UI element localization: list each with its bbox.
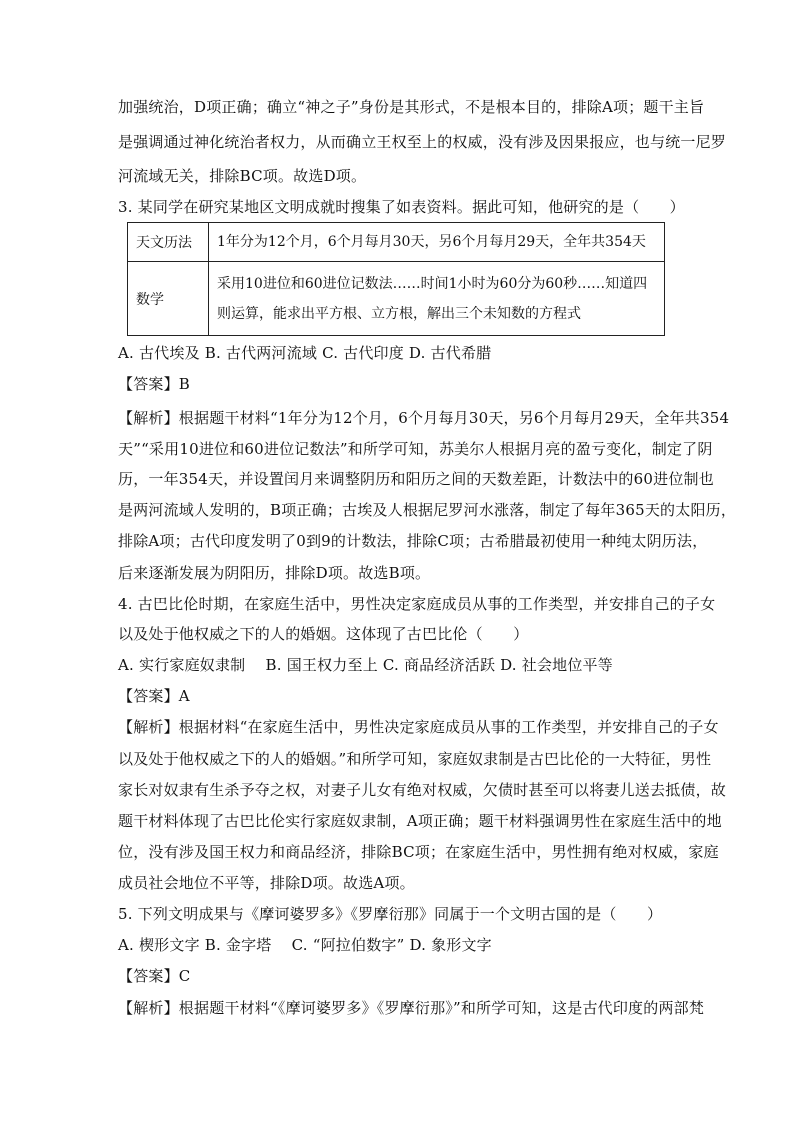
text-line: 排除A项；古代印度发明了0到9的计数法，排除C项；古希腊最初使用一种纯太阴历法， [118, 532, 708, 550]
text-line: 【解析】根据题干材料“《摩诃婆罗多》《罗摩衍那》”和所学可知，这是古代印度的两部梵 [118, 999, 705, 1017]
table-cell-text: 则运算，能求出平方根、立方根，解出三个未知数的方程式 [217, 305, 581, 322]
question-4-stem: 以及处于他权威之下的人的婚姻。这体现了古巴比伦（ ） [118, 625, 529, 643]
question-3-stem: 3. 某同学在研究某地区文明成就时搜集了如表资料。据此可知，他研究的是（ ） [118, 198, 685, 216]
text-line: 以及处于他权威之下的人的婚姻。”和所学可知，家庭奴隶制是古巴比伦的一大特征，男性 [118, 750, 712, 768]
table-row [128, 262, 665, 336]
data-table [127, 222, 665, 336]
table-cell-text: 采用10进位和60进位记数法……时间1小时为60分为60秒……知道四 [217, 275, 648, 292]
text-line: 【解析】根据材料“在家庭生活中，男性决定家庭成员从事的工作类型，并安排自己的子女 [118, 718, 719, 736]
text-line: 后来逐渐发展为阴阳历，排除D项。故选B项。 [118, 564, 431, 582]
table-row [128, 223, 665, 262]
table-content-cell [209, 262, 665, 336]
table-content-cell [209, 223, 665, 262]
text-line: 加强统治，D项正确；确立“神之子”身份是其形式，不是根本目的，排除A项；题干主旨 [118, 98, 705, 116]
text-line: 天”“采用10进位和60进位记数法”和所学可知，苏美尔人根据月亮的盈亏变化，制定了阴 [118, 440, 713, 458]
text-line: 题干材料体现了古巴比伦实行家庭奴隶制，A项正确；题干材料强调男性在家庭生活中的地 [118, 812, 722, 830]
question-3-options: A. 古代埃及 B. 古代两河流域 C. 古代印度 D. 古代希腊 [118, 344, 492, 362]
table-header-cell: 数学 [128, 262, 209, 336]
text-line: 【解析】根据题干材料“1年分为12个月，6个月每月30天，另6个月每月29天，全年共354 [118, 409, 730, 427]
text-line: 是强调通过神化统治者权力，从而确立王权至上的权威，没有涉及因果报应，也与统一尼罗 [118, 133, 727, 151]
question-5-options: A. 楔形文字 B. 金字塔 C. “阿拉伯数字” D. 象形文字 [118, 936, 492, 954]
text-line: 历，一年354天，并设置闰月来调整阴历和阳历之间的天数差距，计数法中的60进位制也 [118, 470, 714, 488]
table-header-cell: 天文历法 [128, 223, 209, 262]
text-line: 家长对奴隶有生杀予夺之权，对妻子儿女有绝对权威，欠债时甚至可以将妻儿送去抵债，故 [118, 781, 727, 799]
text-line: 位，没有涉及国王权力和商品经济，排除BC项；在家庭生活中，男性拥有绝对权威，家庭 [118, 843, 719, 861]
text-line: 是两河流域人发明的，B项正确；古埃及人根据尼罗河水涨落，制定了每年365天的太阳历， [118, 501, 737, 519]
question-4-answer: 【答案】A [118, 687, 190, 705]
text-line: 河流域无关，排除BC项。故选D项。 [118, 167, 367, 185]
table-cell-text: 1年分为12个月，6个月每月30天，另6个月每月29天，全年共354天 [217, 234, 646, 250]
question-4-options: A. 实行家庭奴隶制 B. 国王权力至上 C. 商品经济活跃 D. 社会地位平等 [118, 656, 613, 674]
question-5-answer: 【答案】C [118, 967, 191, 985]
question-3-answer: 【答案】B [118, 375, 191, 393]
question-5-stem: 5. 下列文明成果与《摩诃婆罗多》《罗摩衍那》同属于一个文明古国的是（ ） [118, 905, 663, 923]
text-line: 成员社会地位不平等，排除D项。故选A项。 [118, 874, 415, 892]
question-4-stem: 4. 古巴比伦时期，在家庭生活中，男性决定家庭成员从事的工作类型，并安排自己的子女 [118, 595, 716, 613]
